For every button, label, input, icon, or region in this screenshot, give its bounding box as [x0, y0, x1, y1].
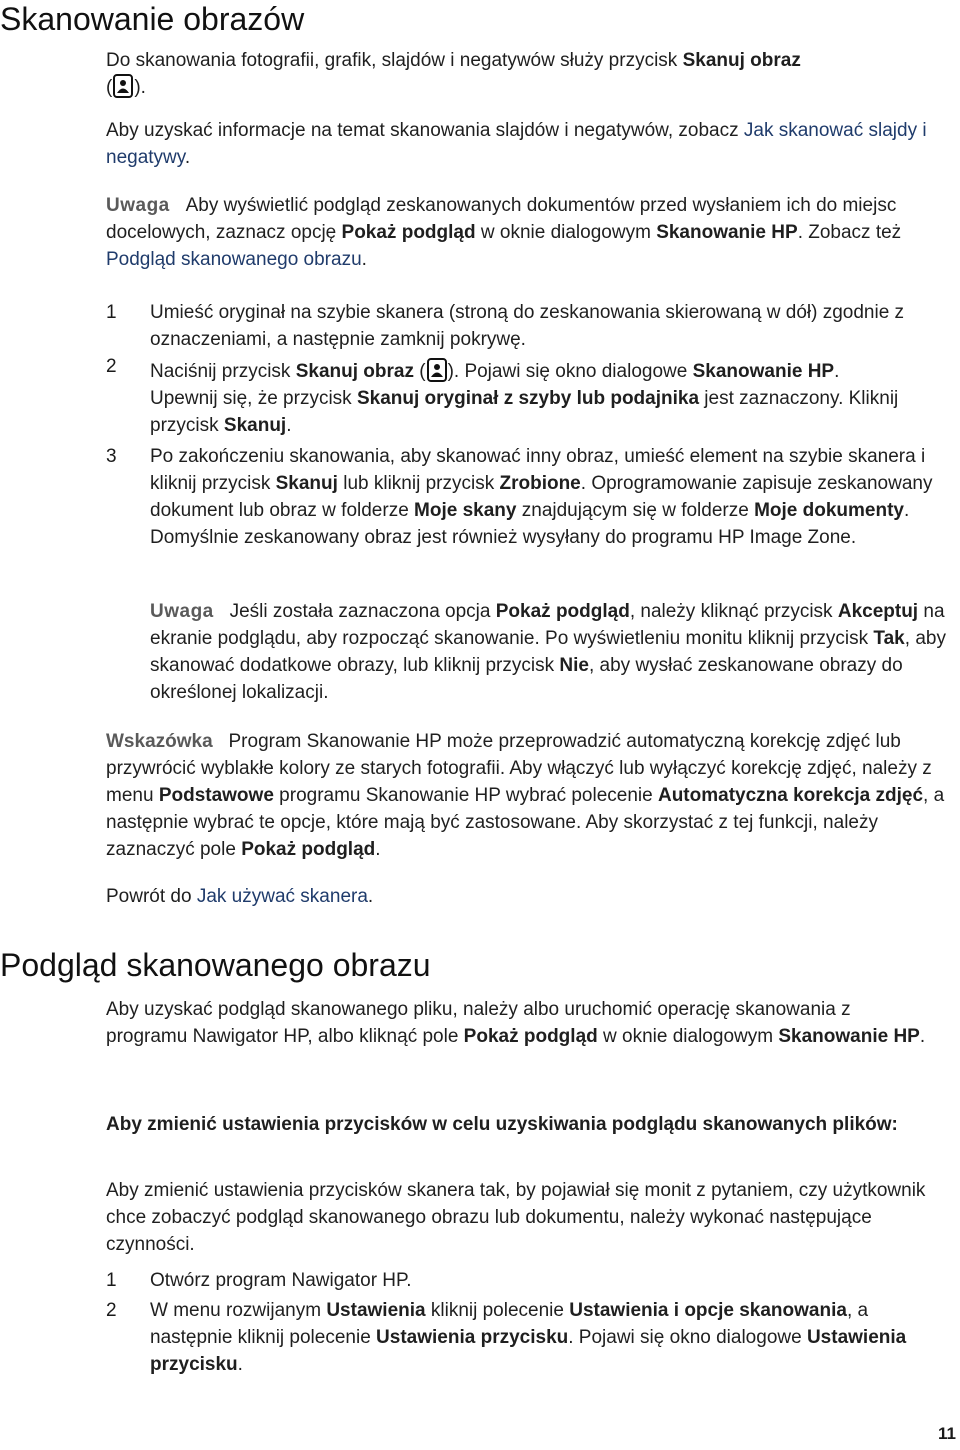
step-number: 1 — [106, 1270, 117, 1291]
scan-image-icon — [113, 74, 133, 98]
tip-label: Wskazówka — [106, 731, 213, 752]
step-number: 2 — [106, 356, 117, 377]
link-how-to-use-scanner[interactable]: Jak używać skanera — [196, 886, 368, 907]
subheading-change-button-settings: Aby zmienić ustawienia przycisków w celu uzyskiwania podglądu skanowanych plików: — [106, 1114, 898, 1135]
link-preview-scanned-image[interactable]: Podgląd skanowanego obrazu — [106, 249, 362, 270]
section-title-preview: Podgląd skanowanego obrazu — [0, 947, 431, 983]
note-accept: Uwaga Jeśli została zaznaczona opcja Pokaż podgląd, należy kliknąć przycisk Akceptuj na ekranie podglądu, aby rozpocząć skanowanie. Po wyświetleniu monitu kliknij przycisk Tak, aby skanować dodatkowe obrazy, lub kliknij przycisk Nie, aby wysłać zeskanowane obrazy do określonej lokalizacji. — [150, 601, 946, 703]
step-number: 1 — [106, 302, 117, 323]
page-number: 11 — [938, 1424, 956, 1443]
step-1-open-navigator: Otwórz program Nawigator HP. — [150, 1270, 412, 1291]
section-title-scanning-images: Skanowanie obrazów — [0, 1, 305, 37]
back-link-paragraph: Powrót do Jak używać skanera. — [106, 886, 374, 907]
step-2-settings-menu: W menu rozwijanym Ustawienia kliknij polecenie Ustawienia i opcje skanowania, a następnie kliknij polecenie Ustawienia przycisku. Pojawi się okno dialogowe Ustawienia przycisku. — [150, 1300, 907, 1375]
step-3: Po zakończeniu skanowania, aby skanować inny obraz, umieść element na szybie skanera i kliknij przycisk Skanuj lub kliknij przycisk Zrobione. Oprogramowanie zapisuje zeskanowany dokument lub obraz w folderze Moje skany znajdującym się w folderze Moje dokumenty. Domyślnie zeskanowany obraz jest również wysyłany do programu HP Image Zone. — [150, 446, 933, 548]
note-preview: Uwaga Aby wyświetlić podgląd zeskanowanych dokumentów przed wysłaniem ich do miejsc docelowych, zaznacz opcję Pokaż podgląd w oknie dialogowym Skanowanie HP. Zobacz też Podgląd skanowanego obrazu. — [106, 195, 902, 270]
scan-image-icon — [427, 358, 447, 382]
note-label: Uwaga — [106, 195, 170, 216]
tip-photo-correction: Wskazówka Program Skanowanie HP może przeprowadzić automatyczną korekcję zdjęć lub przywrócić wyblakłe kolory ze starych fotografii. Aby włączyć lub wyłączyć korekcję zdjęć, należy z menu Podstawowe programu Skanowanie HP wybrać polecenie Automatyczna korekcja zdjęć, a następnie wybrać te opcje, które mają być zastosowane. Aby skorzystać z tej funkcji, należy zaznaczyć pole Pokaż podgląd. — [106, 731, 945, 860]
step-1: Umieść oryginał na szybie skanera (stroną do zeskanowania skierowaną w dół) zgodnie z oznaczeniami, a następnie zamknij pokrywę. — [150, 302, 905, 350]
paragraph-slides-info: Aby uzyskać informacje na temat skanowania slajdów i negatywów, zobacz Jak skanować slajdy i negatywy. — [106, 120, 927, 168]
link-how-to-scan-slides[interactable]: Jak skanować slajdy i negatywy — [106, 120, 927, 168]
paragraph-change-settings: Aby zmienić ustawienia przycisków skanera tak, by pojawiał się monit z pytaniem, czy użytkownik chce zobaczyć podgląd skanowanego obrazu lub dokumentu, należy wykonać następujące czynności. — [106, 1180, 926, 1255]
note-label: Uwaga — [150, 601, 214, 622]
paragraph-preview-intro: Aby uzyskać podgląd skanowanego pliku, należy albo uruchomić operację skanowania z programu Nawigator HP, albo kliknąć pole Pokaż podgląd w oknie dialogowym Skanowanie HP. — [106, 999, 926, 1047]
step-number: 3 — [106, 446, 117, 467]
paragraph-intro: Do skanowania fotografii, grafik, slajdów i negatywów służy przycisk Skanuj obraz ( ). — [106, 50, 801, 98]
button-name-scan-image: Skanuj obraz — [682, 50, 801, 71]
step-2: Naciśnij przycisk Skanuj obraz ( ). Pojawi się okno dialogowe Skanowanie HP. Upewnij się, że przycisk Skanuj oryginał z szyby lub podajnika jest zaznaczony. Kliknij przycisk Skanuj. — [150, 358, 960, 439]
step-number: 2 — [106, 1300, 117, 1321]
